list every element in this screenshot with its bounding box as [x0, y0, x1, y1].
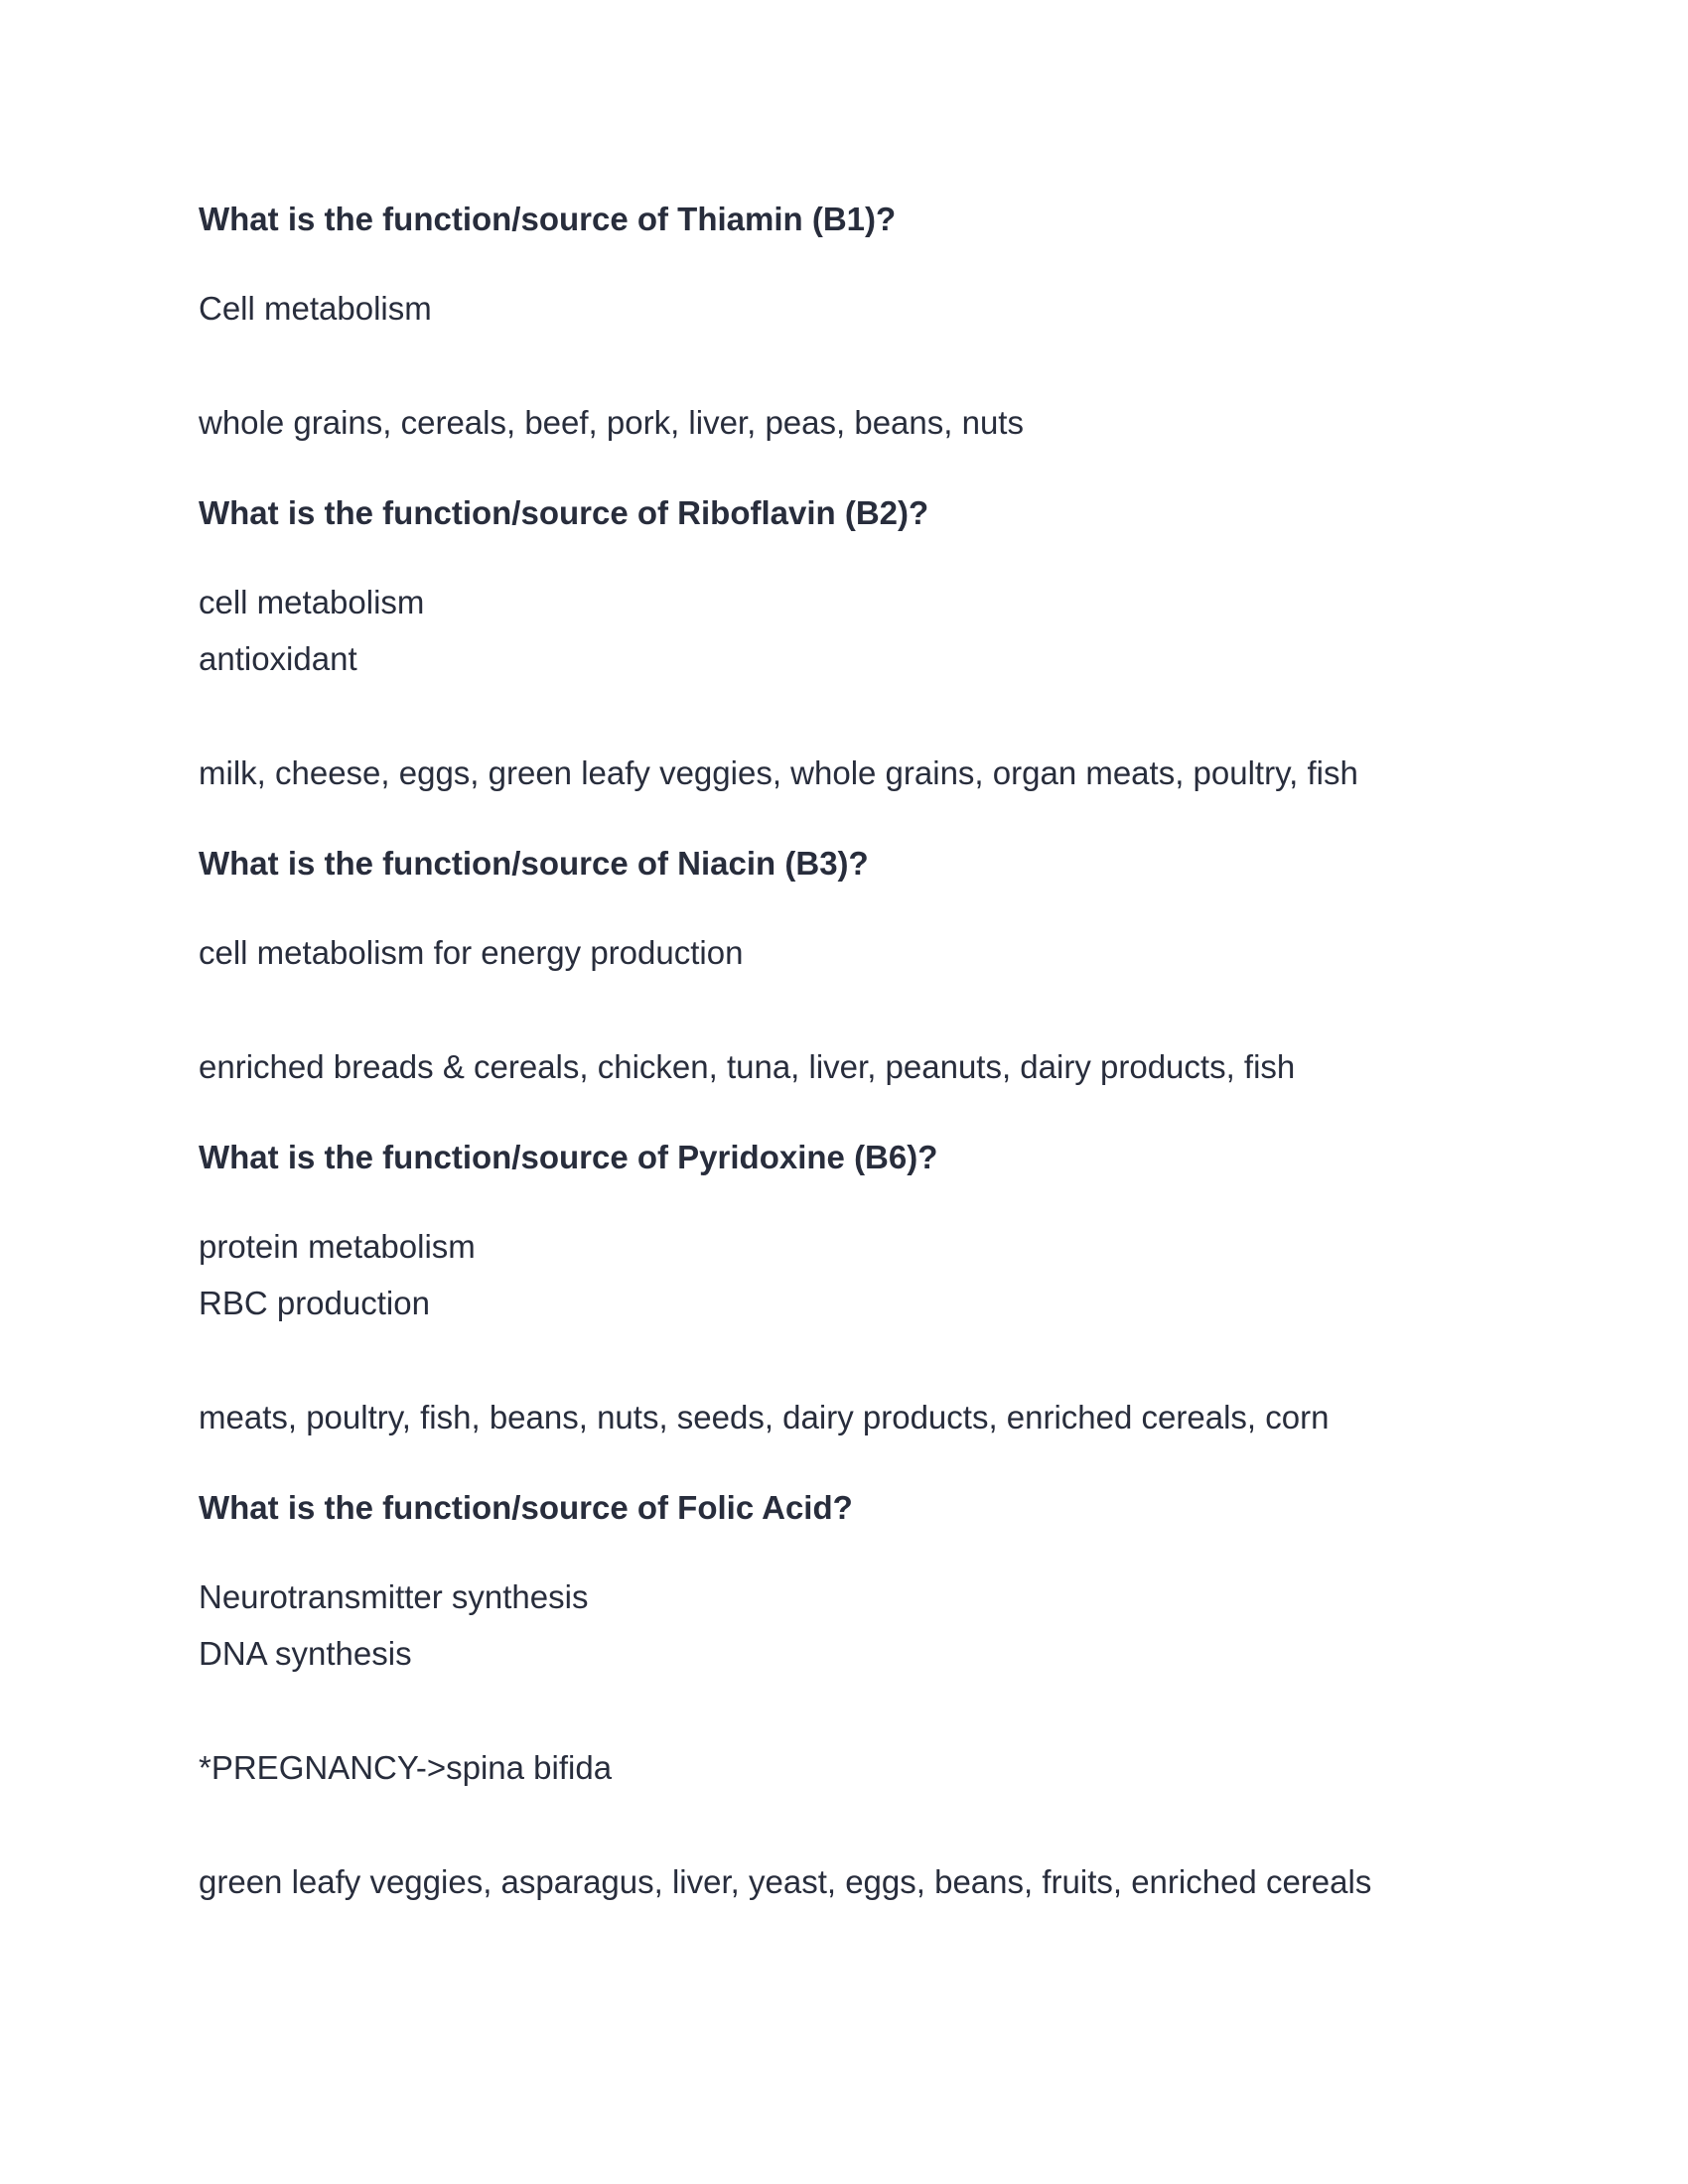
answer-line: milk, cheese, eggs, green leafy veggies, whole grains, organ meats, poultry, fish — [199, 754, 1358, 791]
flashcard-thiamin — [199, 191, 1489, 451]
answer-line: antioxidant — [199, 640, 357, 677]
answer-sources — [199, 394, 1489, 451]
answer-line: cell metabolism for energy production — [199, 934, 744, 971]
answer-sources — [199, 1853, 1489, 1910]
question-heading: What is the function/source of Folic Acid? — [199, 1489, 853, 1526]
answer-function — [199, 280, 1489, 337]
flashcard-riboflavin — [199, 484, 1489, 801]
flashcard-folic-acid — [199, 1479, 1489, 1910]
answer-sources — [199, 1038, 1489, 1095]
flashcard-pyridoxine — [199, 1129, 1489, 1445]
answer-line: whole grains, cereals, beef, pork, liver, peas, beans, nuts — [199, 404, 1024, 441]
answer-line: DNA synthesis — [199, 1635, 412, 1672]
document-page — [199, 191, 1489, 1944]
answer-function — [199, 924, 1489, 981]
answer-line: *PREGNANCY->spina bifida — [199, 1749, 613, 1786]
question-heading: What is the function/source of Thiamin (B1)? — [199, 201, 897, 237]
answer-sources — [199, 1389, 1489, 1445]
answer-line: protein metabolism — [199, 1228, 476, 1265]
answer-line: meats, poultry, fish, beans, nuts, seeds, dairy products, enriched cereals, corn — [199, 1399, 1330, 1435]
answer-note — [199, 1739, 1489, 1796]
answer-line: green leafy veggies, asparagus, liver, yeast, eggs, beans, fruits, enriched cereals — [199, 1863, 1372, 1900]
answer-sources — [199, 745, 1489, 801]
answer-line: cell metabolism — [199, 584, 425, 620]
answer-function — [199, 574, 1489, 687]
question-heading: What is the function/source of Niacin (B3)? — [199, 845, 869, 882]
answer-line: Cell metabolism — [199, 290, 432, 327]
answer-line: enriched breads & cereals, chicken, tuna, liver, peanuts, dairy products, fish — [199, 1048, 1296, 1085]
answer-function — [199, 1218, 1489, 1331]
answer-function — [199, 1569, 1489, 1682]
flashcard-niacin — [199, 835, 1489, 1095]
question-heading: What is the function/source of Pyridoxine (B6)? — [199, 1139, 938, 1175]
question-heading: What is the function/source of Riboflavin (B2)? — [199, 494, 929, 531]
answer-line: RBC production — [199, 1285, 430, 1321]
answer-line: Neurotransmitter synthesis — [199, 1578, 589, 1615]
